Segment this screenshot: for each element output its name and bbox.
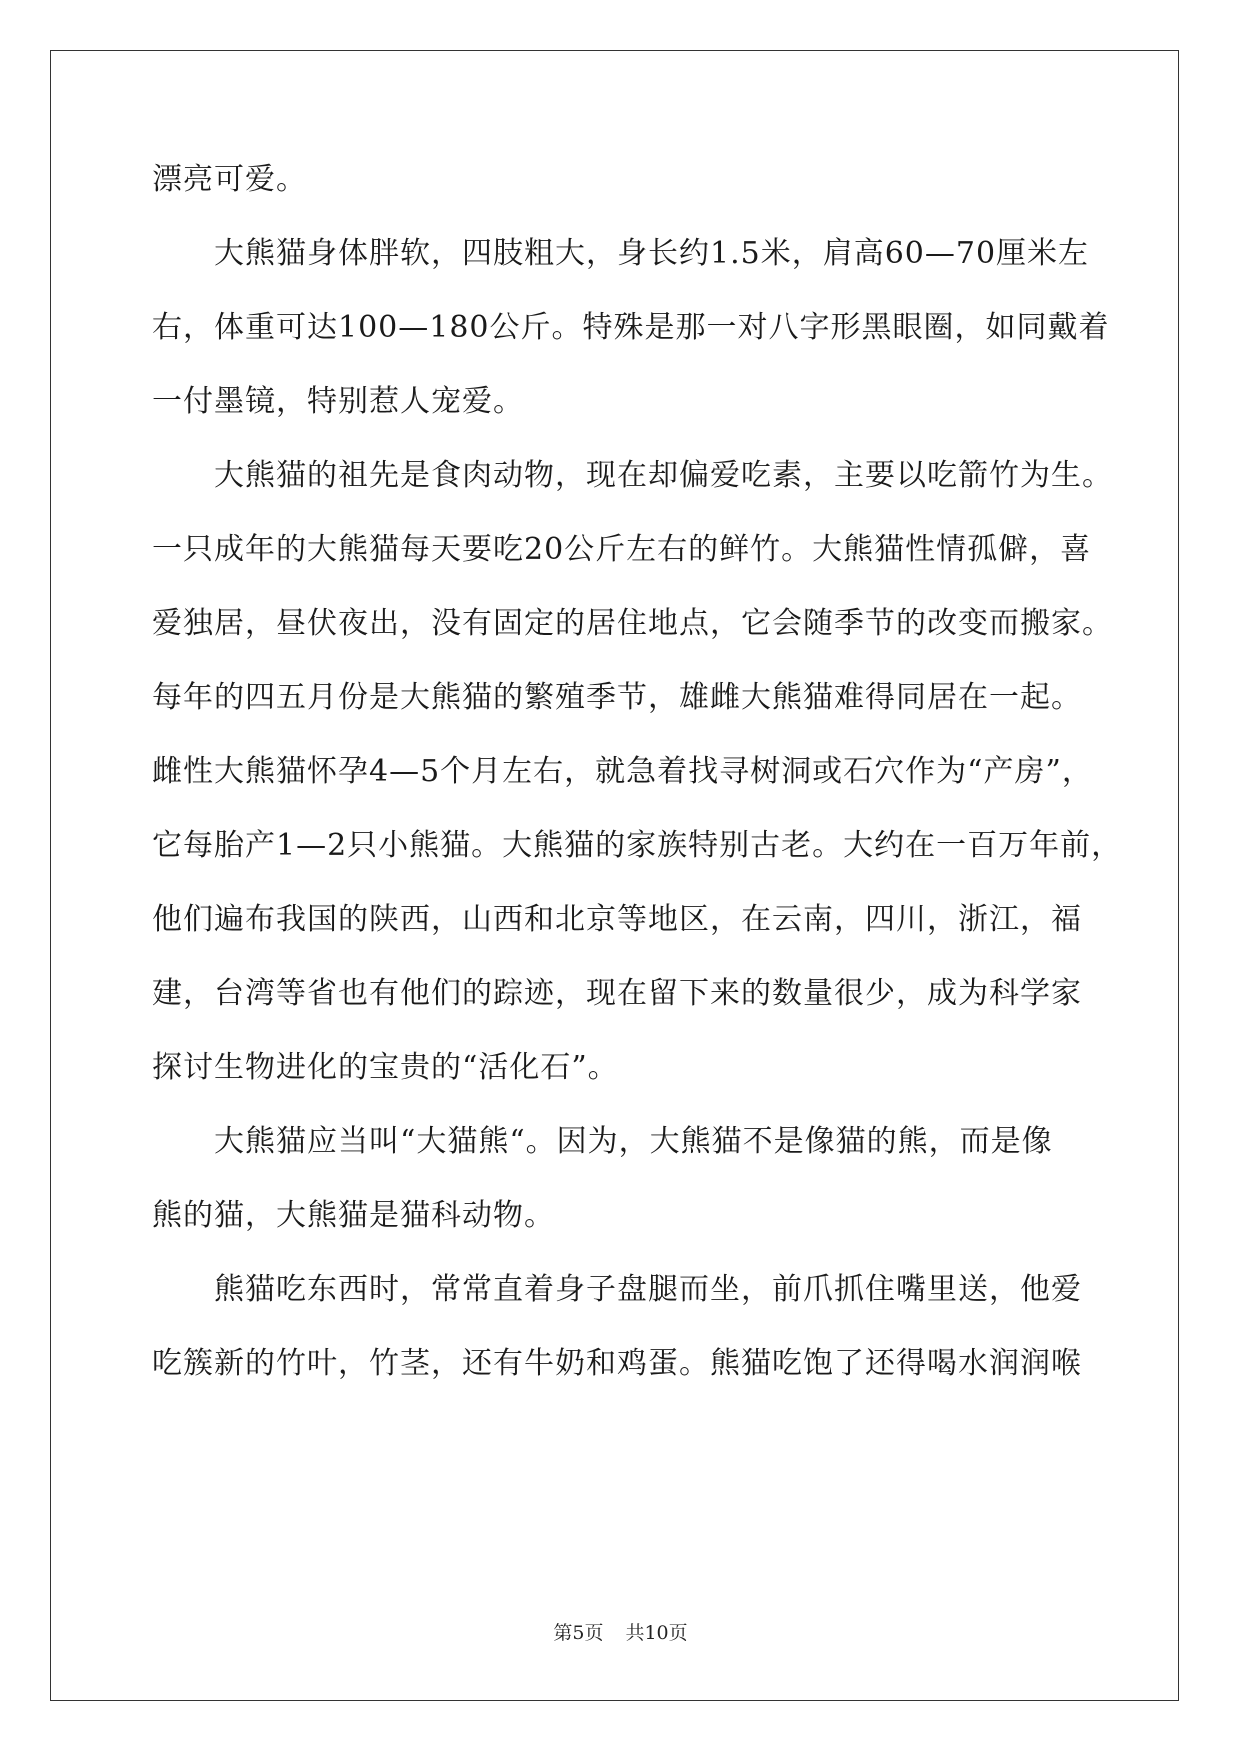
text-line: 吃簇新的竹叶，竹茎，还有牛奶和鸡蛋。熊猫吃饱了还得喝水润润喉: [152, 1346, 1082, 1381]
text-line: 漂亮可爱。: [152, 162, 307, 197]
text-line: 一只成年的大熊猫每天要吃20公斤左右的鲜竹。大熊猫性情孤僻，喜: [152, 532, 1092, 567]
text-line: 爱独居，昼伏夜出，没有固定的居住地点，它会随季节的改变而搬家。: [152, 606, 1113, 641]
text-line: 它每胎产1—2只小熊猫。大熊猫的家族特别古老。大约在一百万年前，: [152, 828, 1123, 863]
page-number: 第5页: [553, 1622, 604, 1644]
paragraph-start-line: 大熊猫身体胖软，四肢粗大，身长约1.5米，肩高60—70厘米左: [214, 236, 1090, 271]
text-line: 右，体重可达100—180公斤。特殊是那一对八字形黑眼圈，如同戴着: [152, 310, 1110, 345]
text-line: 熊的猫，大熊猫是猫科动物。: [152, 1198, 555, 1233]
text-line: 他们遍布我国的陕西，山西和北京等地区，在云南，四川，浙江，福: [152, 902, 1082, 937]
text-line: 每年的四五月份是大熊猫的繁殖季节，雄雌大熊猫难得同居在一起。: [152, 680, 1082, 715]
page-footer: [0, 1618, 1241, 1645]
text-line: 探讨生物进化的宝贵的“活化石”。: [152, 1050, 619, 1085]
text-line: 雌性大熊猫怀孕4—5个月左右，就急着找寻树洞或石穴作为“产房”，: [152, 754, 1093, 789]
paragraph-start-line: 熊猫吃东西时，常常直着身子盘腿而坐，前爪抓住嘴里送，他爱: [214, 1272, 1082, 1307]
paragraph-start-line: 大熊猫应当叫“大猫熊“。因为，大熊猫不是像猫的熊，而是像: [214, 1124, 1053, 1159]
page-total: 共10页: [625, 1622, 688, 1644]
document-body: [152, 160, 1123, 1418]
text-line: 建，台湾等省也有他们的踪迹，现在留下来的数量很少，成为科学家: [152, 976, 1082, 1011]
paragraph-start-line: 大熊猫的祖先是食肉动物，现在却偏爱吃素，主要以吃箭竹为生。: [214, 458, 1113, 493]
text-line: 一付墨镜，特别惹人宠爱。: [152, 384, 524, 419]
